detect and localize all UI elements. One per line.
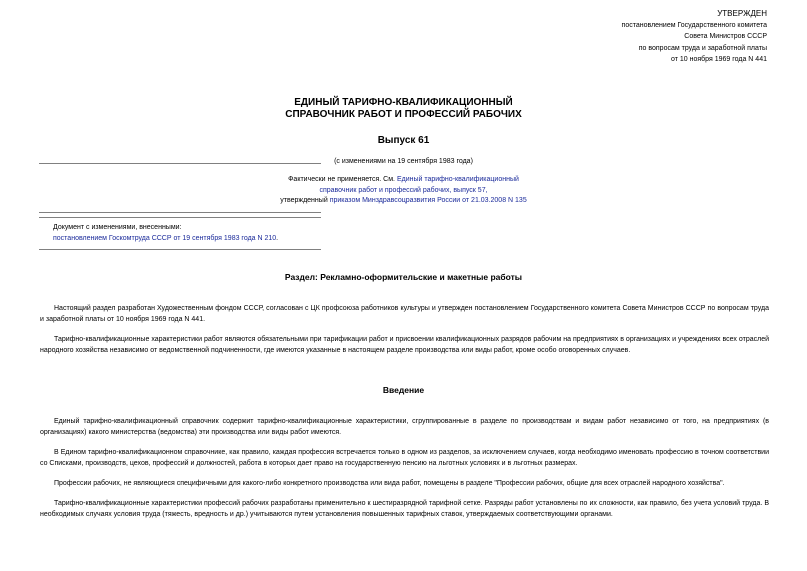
divider: [39, 217, 321, 218]
divider: [39, 212, 321, 213]
status-suffix: утвержденный: [280, 197, 328, 204]
status-notice: [0, 175, 807, 207]
approval-stamp: [467, 8, 767, 66]
divider: [39, 249, 321, 250]
changes-tail: .: [276, 234, 279, 242]
paragraph: Настоящий раздел разработан Художественным фондом СССР, согласован с ЦК профсоюза работников культуры и утвержден постановлением Государственного комитета Совета Министров СССР по вопросам труда и заработной платы от 10 ноября 1969 года N 441.: [40, 305, 769, 323]
replacement-link[interactable]: справочник работ и профессий рабочих, выпуск 57,: [319, 186, 488, 194]
intro-title: Введение: [382, 385, 425, 395]
paragraph: Профессии рабочих, не являющиеся специфичными для какого-либо конкретного производства или вида работ, помещены в разделе "Профессии рабочих, общие для всех отраслей народного хозяйства".: [54, 480, 725, 487]
replacement-link[interactable]: Единый тарифно-квалификационный: [396, 176, 519, 183]
approval-heading: УТВЕРЖДЕН: [717, 9, 767, 18]
issue-number: Выпуск 61: [377, 135, 430, 146]
approval-line: Совета Министров СССР: [684, 33, 767, 40]
paragraph: Тарифно-квалификационные характеристики работ являются обязательными при тарификации работ и присвоении квалификационных разрядов рабочим на предприятиях в организациях и учреждениях всех отраслей народного хозяйства независимо от ведомственной подчиненности, где имеются указанные в настоящем разделе производства или виды работ, кроме особо оговоренных случаев.: [40, 336, 769, 354]
status-prefix: Фактически не применяется. См.: [288, 176, 395, 183]
paragraph: Тарифно-квалификационные характеристики профессий рабочих разработаны применительно к шестиразрядной тарифной сетке. Разряды работ установлены по их сложности, как правило, без учета условий труда. В необходимых случаях условия труда (тяжесть, вредность и др.) учитываются путем установления повышенных тарифных ставок, утверждаемых соответствующими органами.: [40, 500, 769, 518]
document-changes: [53, 223, 353, 244]
approval-line: по вопросам труда и заработной платы: [638, 44, 767, 52]
approval-line: от 10 ноября 1969 года N 441: [671, 56, 767, 63]
document-title-block: [0, 97, 807, 165]
order-link[interactable]: приказом Минздравсоцразвития России от 21.03.2008 N 135: [329, 197, 527, 204]
section-title: Раздел: Рекламно-оформительские и макетные работы: [284, 272, 523, 282]
changes-note: (с изменениями на 19 сентября 1983 года): [334, 158, 473, 165]
approval-line: постановлением Государственного комитета: [621, 21, 767, 29]
paragraph: В Едином тарифно-квалификационном справочнике, как правило, каждая профессия встречается только в одном из разделов, за исключением случаев, когда необходимо именовать профессию в точном соответствии со Списками, производств, цехов, профессий и должностей, работа в которых дает право на государственную пенсию на льготных условиях и в льготных размерах.: [40, 449, 769, 467]
paragraph: Единый тарифно-квалификационный справочник содержит тарифно-квалификационные характеристики, сгруппированные в разделе по производствам и видам работ независимо от того, на предприятиях (в организациях) какого министерства (ведомства) эти производства или виды работ имеются.: [40, 418, 769, 436]
changes-link[interactable]: постановлением Госкомтруда СССР от 19 сентября 1983 года N 210: [53, 234, 277, 242]
document-title-line: ЕДИНЫЙ ТАРИФНО-КВАЛИФИКАЦИОННЫЙ: [294, 97, 513, 108]
changes-label: Документ с изменениями, внесенными:: [53, 224, 182, 231]
document-title-line: СПРАВОЧНИК РАБОТ И ПРОФЕССИЙ РАБОЧИХ: [285, 109, 522, 120]
divider: [39, 163, 321, 164]
